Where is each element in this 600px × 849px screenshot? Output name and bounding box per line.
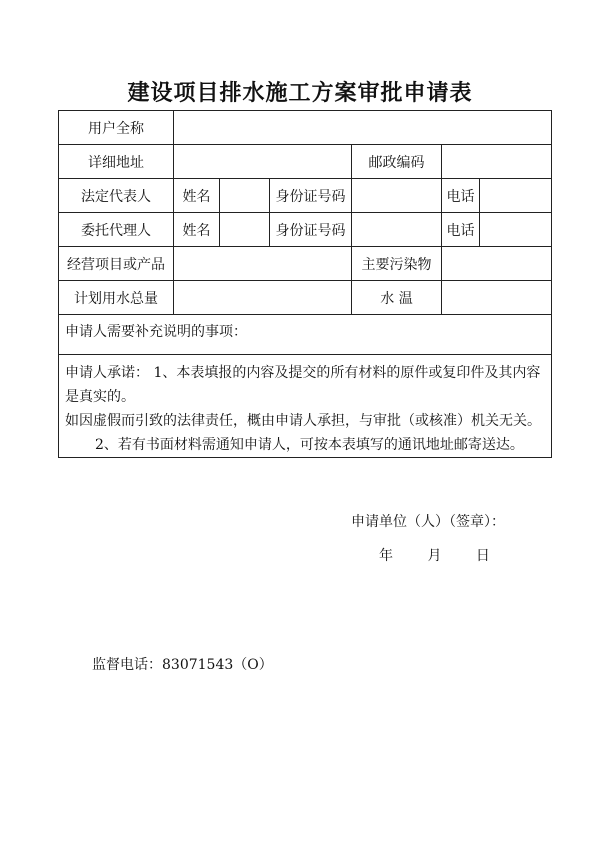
- water-volume-label: 计划用水总量: [59, 281, 174, 315]
- agent-name-field[interactable]: [220, 213, 270, 247]
- water-temp-label: 水 温: [352, 281, 442, 315]
- notes-section[interactable]: [59, 315, 552, 355]
- agent-name-label: 姓名: [174, 213, 220, 247]
- agent-id-label: 身份证号码: [270, 213, 352, 247]
- agent-phone-label: 电话: [442, 213, 480, 247]
- signature-label: 申请单位（人）（签章）：: [351, 514, 505, 530]
- water-volume-field[interactable]: [174, 281, 352, 315]
- pollutant-label: 主要污染物: [352, 247, 442, 281]
- promise-line-2: 如因虚假而引致的法律责任，概由申请人承担，与审批（或核准）机关无关。: [65, 413, 541, 429]
- address-field[interactable]: [174, 145, 352, 179]
- user-name-label: 用户全称: [59, 111, 174, 145]
- legal-rep-id-label: 身份证号码: [270, 179, 352, 213]
- form-title: 建设项目排水施工方案审批申请表: [127, 81, 473, 106]
- legal-rep-id-field[interactable]: [352, 179, 442, 213]
- agent-id-field[interactable]: [352, 213, 442, 247]
- pollutant-field[interactable]: [442, 247, 552, 281]
- business-field[interactable]: [174, 247, 352, 281]
- promise-section: [59, 355, 552, 564]
- legal-rep-label: 法定代表人: [59, 179, 174, 213]
- notes-label: 申请人需要补充说明的事项：: [65, 324, 247, 340]
- promise-line-1: 申请人承诺： 1、本表填报的内容及提交的所有材料的原件或复印件及其内容是真实的。: [65, 365, 541, 405]
- agent-phone-field[interactable]: [480, 213, 552, 247]
- business-label: 经营项目或产品: [59, 247, 174, 281]
- user-name-field[interactable]: [174, 111, 552, 145]
- date-label: 年 月 日: [379, 548, 490, 564]
- promise-line-3: 2、若有书面材料需通知申请人，可按本表填写的通讯地址邮寄送达。: [95, 437, 524, 453]
- water-temp-field[interactable]: [442, 281, 552, 315]
- legal-rep-name-label: 姓名: [174, 179, 220, 213]
- legal-rep-name-field[interactable]: [220, 179, 270, 213]
- application-form-table: [58, 110, 552, 564]
- address-label: 详细地址: [59, 145, 174, 179]
- legal-rep-phone-label: 电话: [442, 179, 480, 213]
- supervision-phone: 监督电话：83071543（O）: [92, 657, 273, 673]
- agent-label: 委托代理人: [59, 213, 174, 247]
- postcode-field[interactable]: [442, 145, 552, 179]
- legal-rep-phone-field[interactable]: [480, 179, 552, 213]
- postcode-label: 邮政编码: [352, 145, 442, 179]
